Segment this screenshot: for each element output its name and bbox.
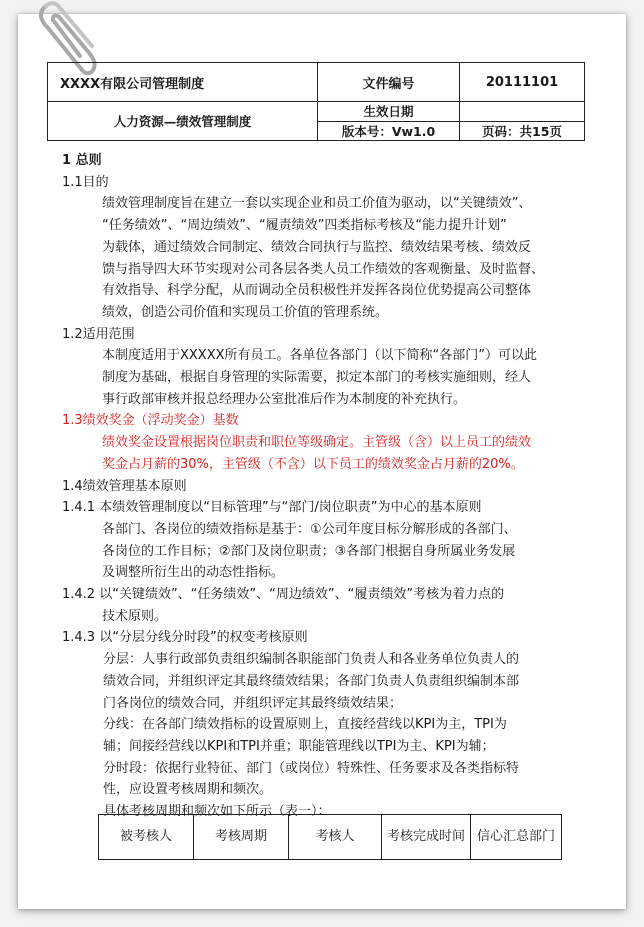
clause-1-4-2-heading: 1.4.2 以“关键绩效”、“任务绩效”、“周边绩效”、“履责绩效”考核为着力点的 xyxy=(62,587,505,603)
paragraph-line: 分线：在各部门绩效指标的设置原则上，直接经营线以KPI为主，TPI为 xyxy=(103,717,507,733)
paragraph-line: 性，应设置考核周期和频次。 xyxy=(103,782,273,798)
purpose-paragraph xyxy=(62,193,580,323)
paragraph-line: 各岗位的工作目标；②部门及岗位职责；③各部门根据自身所属业务发展 xyxy=(102,543,516,559)
section-heading-1-4: 1.4绩效管理基本原则 xyxy=(62,478,187,494)
paragraph-line: 各部门、各岗位的绩效指标是基于：①公司年度目标分解形成的各部门、 xyxy=(102,521,517,537)
paragraph-line: “任务绩效”、“周边绩效”、“履责绩效”四类指标考核及“能力提升计划” xyxy=(102,218,507,234)
paragraph-line: 分层：人事行政部负责组织编制各职能部门负责人和各业务单位负责人的 xyxy=(103,652,520,668)
paragraph-line: 绩效奖金设置根据岗位职责和职位等级确定。主管级（含）以上员工的绩效 xyxy=(102,435,532,451)
bonus-paragraph xyxy=(62,432,580,475)
effective-date-value xyxy=(460,102,585,122)
table-header-cell: 考核人 xyxy=(289,815,382,860)
paragraph-line: 绩效管理制度旨在建立一套以实现企业和员工价值为驱动，以“关键绩效”、 xyxy=(102,196,532,212)
page-count-label: 页码：共15页 xyxy=(460,121,585,141)
paragraph-line: 技术原则。 xyxy=(102,608,168,624)
table-header-cell: 考核完成时间 xyxy=(382,815,471,860)
clause-1-4-3-heading: 1.4.3 以“分层分线分时段”的权变考核原则 xyxy=(62,630,308,646)
document-body xyxy=(62,150,580,823)
paragraph-line: 为载体，通过绩效合同制定、绩效合同执行与监控、绩效结果考核、绩效反 xyxy=(102,239,532,255)
company-name: XXXX有限公司管理制度 xyxy=(48,63,318,102)
paragraph-line: 及调整所衍生出的动态性指标。 xyxy=(102,565,285,581)
table-header-cell: 信心汇总部门 xyxy=(471,815,562,860)
document-title: 人力资源—绩效管理制度 xyxy=(48,102,318,141)
section-heading-1-1: 1.1目的 xyxy=(62,174,109,190)
clause-1-4-1-heading: 1.4.1 本绩效管理制度以“目标管理”与“部门/岗位职责”为中心的基本原则 xyxy=(62,500,482,516)
section-heading-1-2: 1.2适用范围 xyxy=(62,326,135,342)
paragraph-line: 辅；间接经营线以KPI和TPI并重；职能管理线以TPI为主、KPI为辅； xyxy=(103,738,495,754)
paragraph-line: 事行政部审核并报总经理办公室批准后作为本制度的补充执行。 xyxy=(102,391,467,407)
section-heading-1-3: 1.3绩效奖金（浮动奖金）基数 xyxy=(62,413,239,429)
effective-date-label: 生效日期 xyxy=(318,102,460,122)
doc-number-label: 文件编号 xyxy=(318,63,460,102)
section-heading-1: 1 总则 xyxy=(62,153,102,168)
table-header-cell: 被考核人 xyxy=(99,815,194,860)
paragraph-line: 绩效合同，并组织评定其最终绩效结果；各部门负责人负责组织编制本部 xyxy=(103,673,520,689)
paragraph-line: 门各岗位的绩效合同，并组织评定其最终绩效结果； xyxy=(103,695,403,711)
paragraph-line: 有效指导、科学分配，从而调动全员积极性并发挥各岗位优势提高公司整体 xyxy=(102,283,532,299)
paragraph-line: 具体考核周期和频次如下所示（表一）： xyxy=(103,804,331,820)
doc-number-value: 20111101 xyxy=(460,63,585,102)
table-header-cell: 考核周期 xyxy=(194,815,289,860)
paragraph-line: 馈与指导四大环节实现对公司各层各类人员工作绩效的客观衡量、及时监督、 xyxy=(102,261,545,277)
scope-paragraph xyxy=(62,345,580,410)
paragraph-line: 制度为基础，根据自身管理的实际需要，拟定本部门的考核实施细则，经人 xyxy=(102,370,532,386)
paragraph-line: 本制度适用于XXXXX所有员工。各单位各部门（以下简称“各部门”）可以此 xyxy=(102,348,537,364)
paragraph-line: 分时段：依据行业特征、部门（或岗位）特殊性、任务要求及各类指标特 xyxy=(103,760,520,776)
version-label: 版本号：Vw1.0 xyxy=(318,121,460,141)
assessment-table xyxy=(98,814,562,860)
paragraph-line: 绩效，创造公司价值和实现员工价值的管理系统。 xyxy=(102,304,389,320)
header-table xyxy=(47,62,585,141)
paragraph-line: 奖金占月薪的30%，主管级（不含）以下员工的绩效奖金占月薪的20%。 xyxy=(102,456,524,472)
